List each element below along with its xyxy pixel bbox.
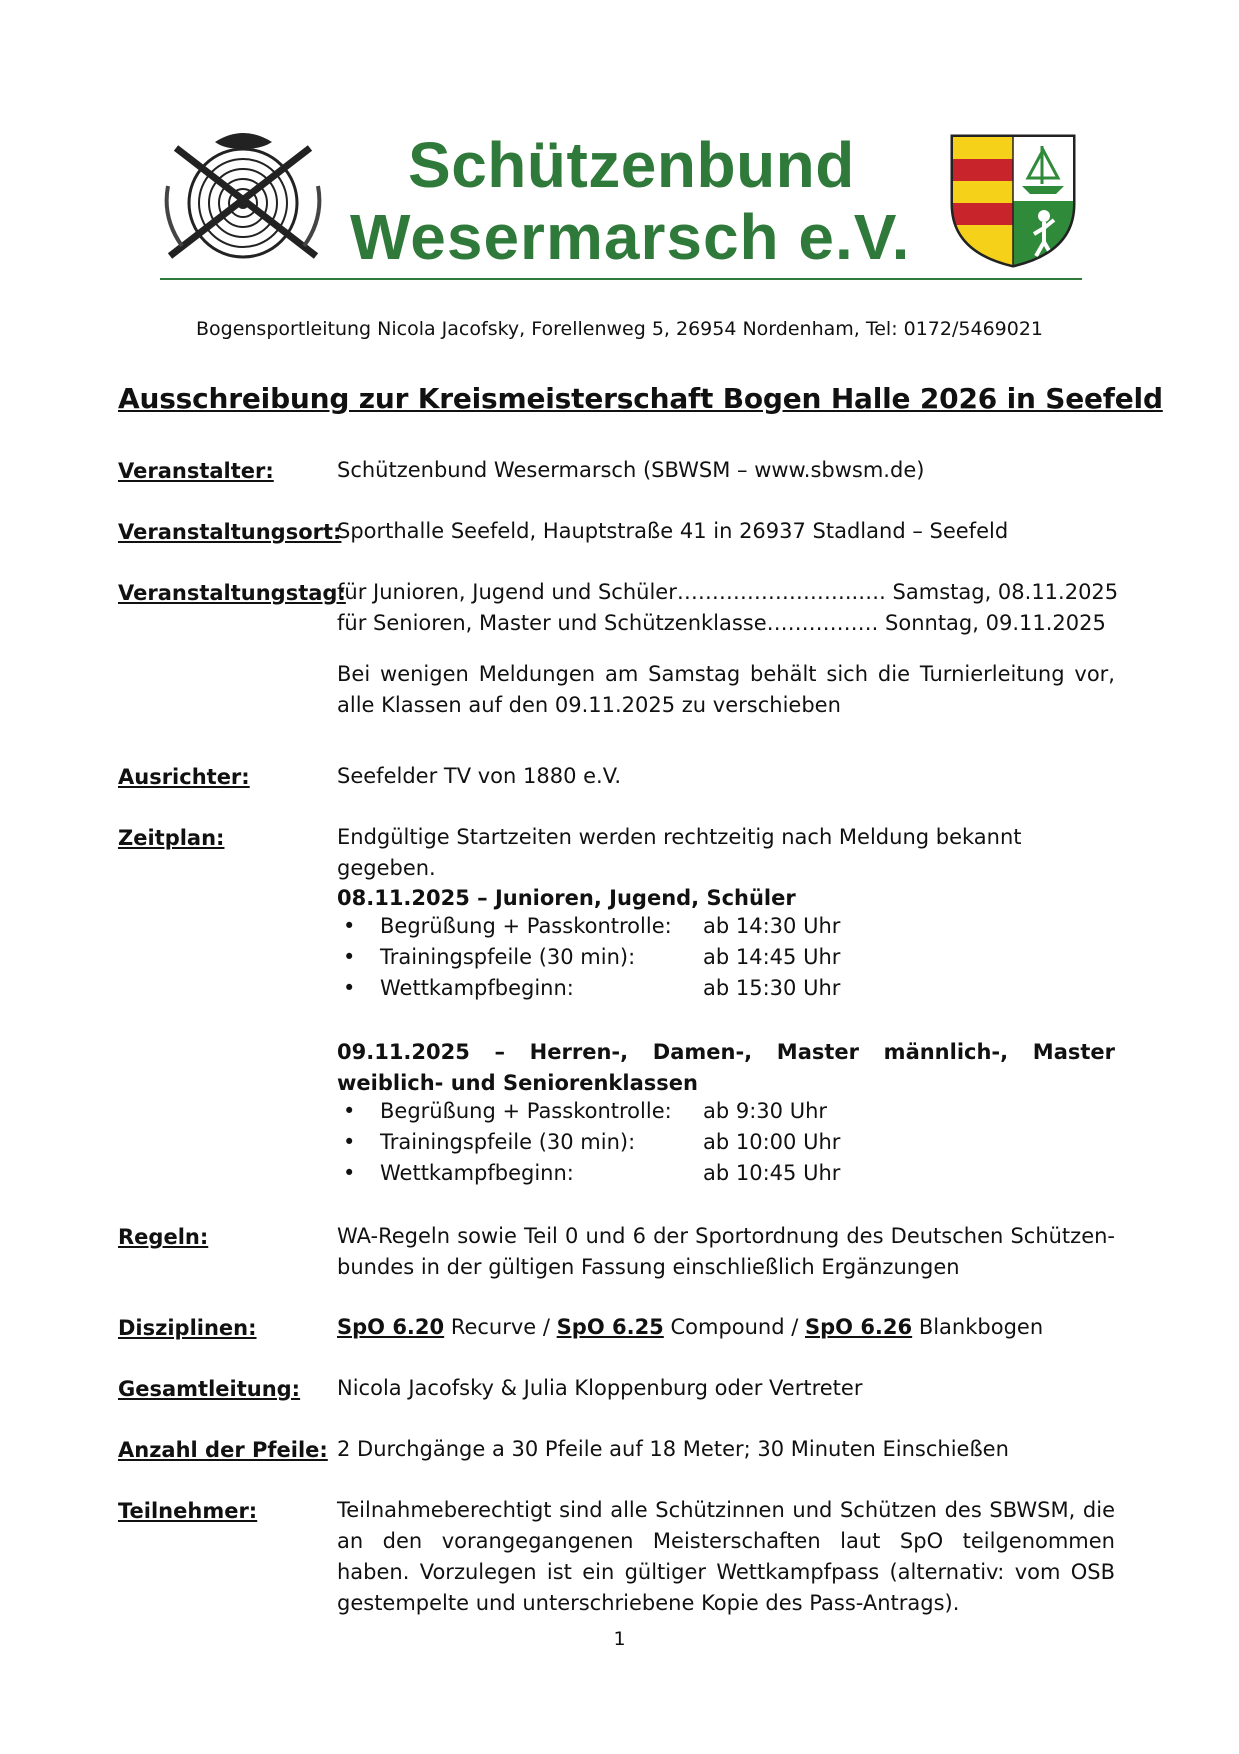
discipline-code-recurve: SpO 6.20 bbox=[337, 1315, 445, 1339]
page-number: 1 bbox=[613, 1628, 626, 1650]
list-item bbox=[337, 1099, 897, 1130]
list-item bbox=[337, 914, 897, 945]
schedule-item-time: ab 14:45 Uhr bbox=[703, 945, 841, 969]
discipline-name-compound: Compound / bbox=[663, 1315, 805, 1339]
letterhead-divider bbox=[160, 278, 1082, 280]
bullet: • bbox=[343, 1130, 356, 1154]
veranstalter-value: Schützenbund Wesermarsch (SBWSM – www.sbwsm.de) bbox=[337, 458, 925, 482]
coat-of-arms-icon bbox=[950, 134, 1076, 268]
schedule-item-time: ab 15:30 Uhr bbox=[703, 976, 841, 1000]
bullet: • bbox=[343, 914, 356, 938]
regeln-value: WA-Regeln sowie Teil 0 und 6 der Sportordnung des Deutschen Schützen-bundes in der gültigen Fassung einschließlich Ergänzungen bbox=[337, 1224, 1115, 1279]
brand-name-line2: Wesermarsch e.V. bbox=[350, 201, 911, 273]
disziplinen-label: Disziplinen: bbox=[118, 1316, 257, 1340]
schedule-item-text: Wettkampfbeginn: bbox=[380, 976, 574, 1000]
veranstaltungsort-value: Sporthalle Seefeld, Hauptstraße 41 in 26937 Stadland – Seefeld bbox=[337, 519, 1009, 543]
schedule-item-time: ab 9:30 Uhr bbox=[703, 1099, 828, 1123]
teilnehmer-value: Teilnahmeberechtigt sind alle Schützinnen und Schützen des SBWSM, die an den vorangegangenen Meisterschaften laut SpO teilgenommen haben. Vorzulegen ist ein gültiger Wettkampfpass (alternativ: vom OSB gestempelte und unterschriebene Kopie des Pass-Antrags). bbox=[337, 1498, 1115, 1615]
discipline-name-recurve: Recurve / bbox=[444, 1315, 557, 1339]
regeln-label: Regeln: bbox=[118, 1225, 209, 1249]
pfeile-label: Anzahl der Pfeile: bbox=[118, 1438, 328, 1462]
target-emblem-icon bbox=[160, 128, 326, 266]
schedule-item-time: ab 10:00 Uhr bbox=[703, 1130, 841, 1154]
letterhead bbox=[160, 120, 1082, 282]
day2-heading: 09.11.2025 – Herren-, Damen-, Master männlich-, Master weiblich- und Seniorenklassen bbox=[337, 1040, 1115, 1095]
list-item bbox=[337, 976, 897, 1007]
bullet: • bbox=[343, 976, 356, 1000]
pfeile-value: 2 Durchgänge a 30 Pfeile auf 18 Meter; 30 Minuten Einschießen bbox=[337, 1437, 1009, 1461]
bullet: • bbox=[343, 1099, 356, 1123]
veranstaltungstag-line1: für Junioren, Jugend und Schüler……………………..…. Samstag, 08.11.2025 bbox=[337, 580, 1119, 604]
schedule-item-text: Wettkampfbeginn: bbox=[380, 1161, 574, 1185]
gesamtleitung-label: Gesamtleitung: bbox=[118, 1377, 301, 1401]
disziplinen-value bbox=[337, 1312, 1115, 1343]
veranstaltungstag-note: Bei wenigen Meldungen am Samstag behält sich die Turnierleitung vor, alle Klassen auf den 09.11.2025 zu verschieben bbox=[337, 662, 1115, 717]
brand-name-line1: Schützenbund bbox=[408, 129, 855, 201]
schedule-item-text: Trainingspfeile (30 min): bbox=[380, 1130, 636, 1154]
teilnehmer-label: Teilnehmer: bbox=[118, 1499, 258, 1523]
gesamtleitung-value: Nicola Jacofsky & Julia Kloppenburg oder Vertreter bbox=[337, 1376, 863, 1400]
zeitplan-intro: Endgültige Startzeiten werden rechtzeitig nach Meldung bekannt gegeben. bbox=[337, 825, 1022, 880]
document-title: Ausschreibung zur Kreismeisterschaft Bogen Halle 2026 in Seefeld bbox=[118, 382, 1163, 415]
veranstaltungsort-label: Veranstaltungsort: bbox=[118, 520, 342, 544]
ausrichter-value: Seefelder TV von 1880 e.V. bbox=[337, 764, 622, 788]
veranstaltungstag-line2: für Senioren, Master und Schützenklasse……………. Sonntag, 09.11.2025 bbox=[337, 611, 1106, 635]
bullet: • bbox=[343, 1161, 356, 1185]
schedule-item-text: Begrüßung + Passkontrolle: bbox=[380, 914, 672, 938]
zeitplan-label: Zeitplan: bbox=[118, 826, 225, 850]
discipline-code-blankbogen: SpO 6.26 bbox=[805, 1315, 913, 1339]
day1-heading: 08.11.2025 – Junioren, Jugend, Schüler bbox=[337, 886, 796, 910]
list-item bbox=[337, 1130, 897, 1161]
list-item bbox=[337, 945, 897, 976]
bullet: • bbox=[343, 945, 356, 969]
veranstaltungstag-label: Veranstaltungstag: bbox=[118, 581, 346, 605]
sender-address: Bogensportleitung Nicola Jacofsky, Forellenweg 5, 26954 Nordenham, Tel: 0172/5469021 bbox=[195, 318, 1044, 340]
list-item bbox=[337, 1161, 897, 1192]
discipline-code-compound: SpO 6.25 bbox=[556, 1315, 664, 1339]
discipline-name-blankbogen: Blankbogen bbox=[912, 1315, 1044, 1339]
ausrichter-label: Ausrichter: bbox=[118, 765, 250, 789]
schedule-item-text: Trainingspfeile (30 min): bbox=[380, 945, 636, 969]
schedule-item-time: ab 14:30 Uhr bbox=[703, 914, 841, 938]
schedule-item-time: ab 10:45 Uhr bbox=[703, 1161, 841, 1185]
schedule-item-text: Begrüßung + Passkontrolle: bbox=[380, 1099, 672, 1123]
veranstalter-label: Veranstalter: bbox=[118, 459, 274, 483]
